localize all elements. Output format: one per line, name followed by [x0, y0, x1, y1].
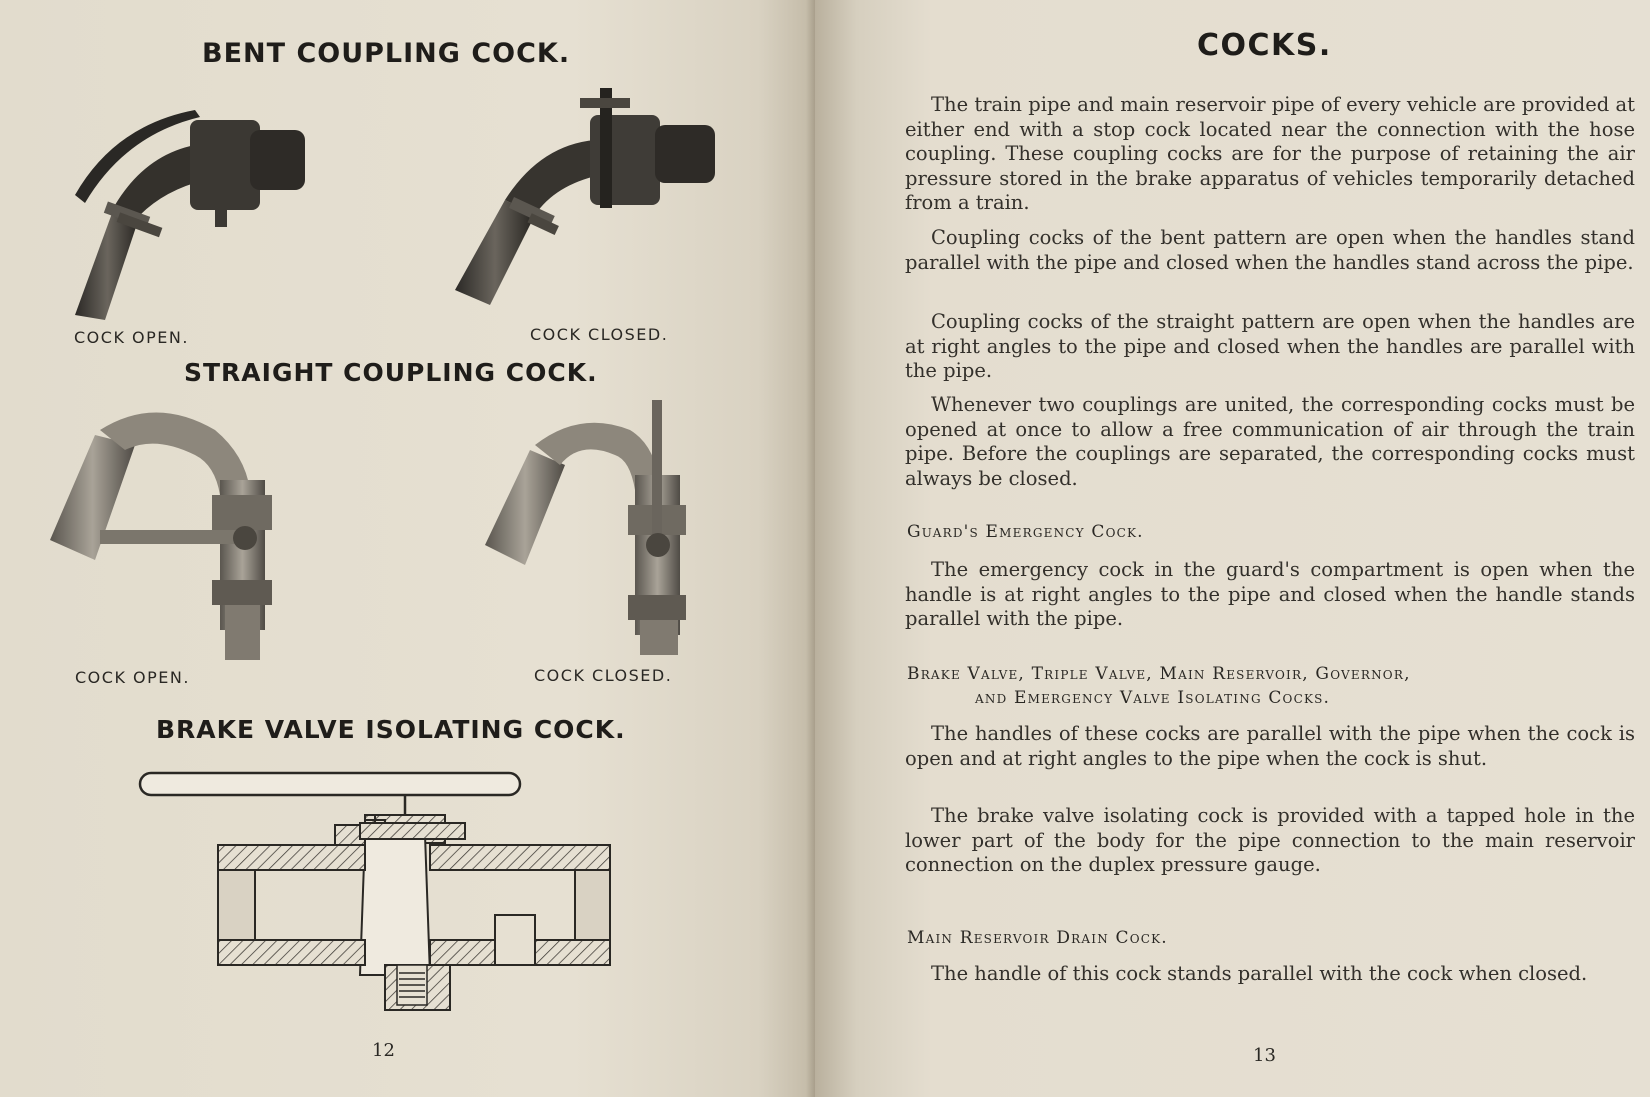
page-number-right: 13	[1253, 1045, 1276, 1066]
heading-guards-emergency-cock: Guard's Emergency Cock.	[907, 522, 1144, 542]
bent-cock-closed-illustration	[450, 80, 730, 325]
heading-main-reservoir-drain-cock: Main Reservoir Drain Cock.	[907, 928, 1168, 948]
bent-cock-open-illustration	[45, 85, 315, 325]
right-page	[815, 0, 1650, 1097]
heading-brake-valve-cocks-line2: and Emergency Valve Isolating Cocks.	[975, 688, 1331, 708]
caption-bent-cock-open: COCK OPEN.	[74, 328, 189, 347]
left-page	[0, 0, 815, 1097]
straight-cock-closed-illustration	[480, 395, 730, 655]
paragraph-tapped-hole: The brake valve isolating cock is provided with a tapped hole in the lower part of the body for the pipe connection to the main reservoir connection on the duplex pressure gauge.	[905, 804, 1635, 876]
heading-bent-coupling-cock: BENT COUPLING COCK.	[202, 38, 571, 69]
heading-brake-valve-isolating-cock: BRAKE VALVE ISOLATING COCK.	[156, 715, 626, 744]
brake-valve-isolating-cock-diagram	[135, 765, 655, 1025]
caption-bent-cock-closed: COCK CLOSED.	[530, 325, 669, 344]
page-number-left: 12	[372, 1040, 395, 1061]
page-title-cocks: COCKS.	[1197, 28, 1332, 63]
paragraph-couplings-united: Whenever two couplings are united, the corresponding cocks must be opened at once to allow a free communication of air through the train pipe. Before the couplings are separated, the corresponding cocks must always be closed.	[905, 393, 1635, 490]
paragraph-drain-cock: The handle of this cock stands parallel with the cock when closed.	[931, 962, 1588, 985]
paragraph-guards-emergency-cock: The emergency cock in the guard's compartment is open when the handle is at right angles to the pipe and closed when the handle stands parallel with the pipe.	[905, 558, 1635, 630]
straight-cock-open-illustration	[40, 400, 290, 660]
caption-straight-cock-open: COCK OPEN.	[75, 668, 190, 687]
paragraph-stop-cock: The train pipe and main reservoir pipe of every vehicle are provided at either end with a stop cock located near the connection with the hose coupling. These coupling cocks are for the purpose of retaining the air pressure stored in the brake apparatus of vehicles temporarily detached from a train.	[905, 93, 1635, 214]
caption-straight-cock-closed: COCK CLOSED.	[534, 666, 673, 685]
paragraph-straight-pattern: Coupling cocks of the straight pattern are open when the handles are at right angles to the pipe and closed when the handles are parallel with the pipe.	[905, 310, 1635, 382]
heading-brake-valve-cocks-line1: Brake Valve, Triple Valve, Main Reservoir, Governor,	[907, 664, 1411, 684]
heading-straight-coupling-cock: STRAIGHT COUPLING COCK.	[184, 358, 598, 387]
paragraph-bent-pattern: Coupling cocks of the bent pattern are open when the handles stand parallel with the pipe and closed when the handles stand across the pipe.	[905, 226, 1635, 274]
paragraph-handles-parallel: The handles of these cocks are parallel with the pipe when the cock is open and at right angles to the pipe when the cock is shut.	[905, 722, 1635, 770]
